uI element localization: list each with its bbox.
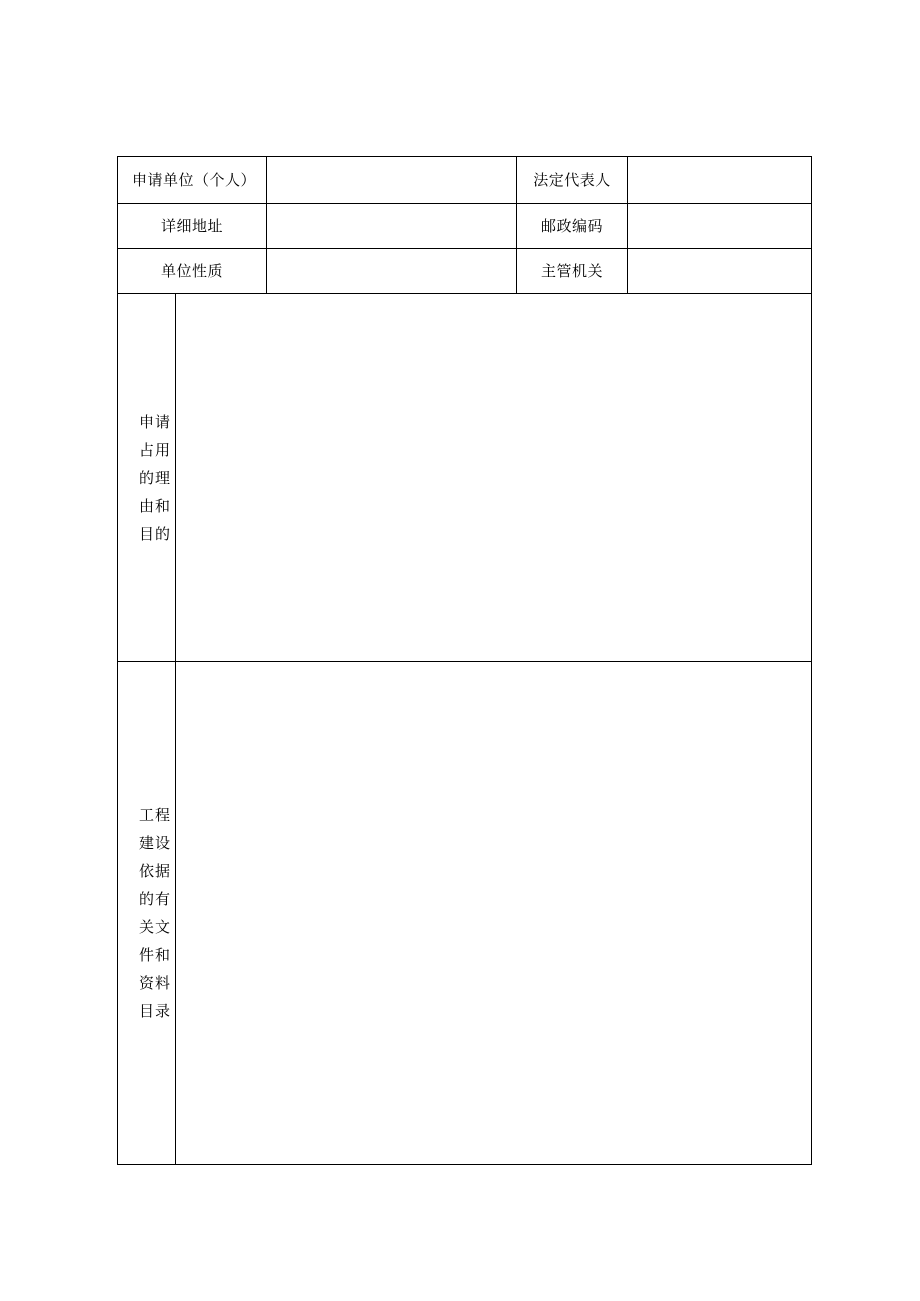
form-row-applicant [118, 157, 812, 204]
applicant-label: 申请单位（个人） [118, 157, 267, 204]
documents-label-text: 工程建设依据的有关文件和资料目录 [139, 806, 172, 1020]
form-row-reason [118, 294, 812, 662]
legal-representative-label: 法定代表人 [517, 157, 628, 204]
address-label: 详细地址 [118, 204, 267, 249]
postcode-label: 邮政编码 [517, 204, 628, 249]
address-field[interactable] [267, 204, 517, 249]
documents-label [118, 662, 176, 1165]
reason-label-text: 申请占用的理由和目的 [139, 412, 172, 543]
reason-label [118, 294, 176, 662]
form-row-address [118, 204, 812, 249]
form-row-unit-type [118, 249, 812, 294]
authority-field[interactable] [628, 249, 812, 294]
application-form-table [117, 156, 812, 1165]
applicant-field[interactable] [267, 157, 517, 204]
documents-field[interactable] [176, 662, 812, 1165]
authority-label: 主管机关 [517, 249, 628, 294]
unit-type-label: 单位性质 [118, 249, 267, 294]
unit-type-field[interactable] [267, 249, 517, 294]
postcode-field[interactable] [628, 204, 812, 249]
form-row-documents [118, 662, 812, 1165]
legal-representative-field[interactable] [628, 157, 812, 204]
reason-field[interactable] [176, 294, 812, 662]
